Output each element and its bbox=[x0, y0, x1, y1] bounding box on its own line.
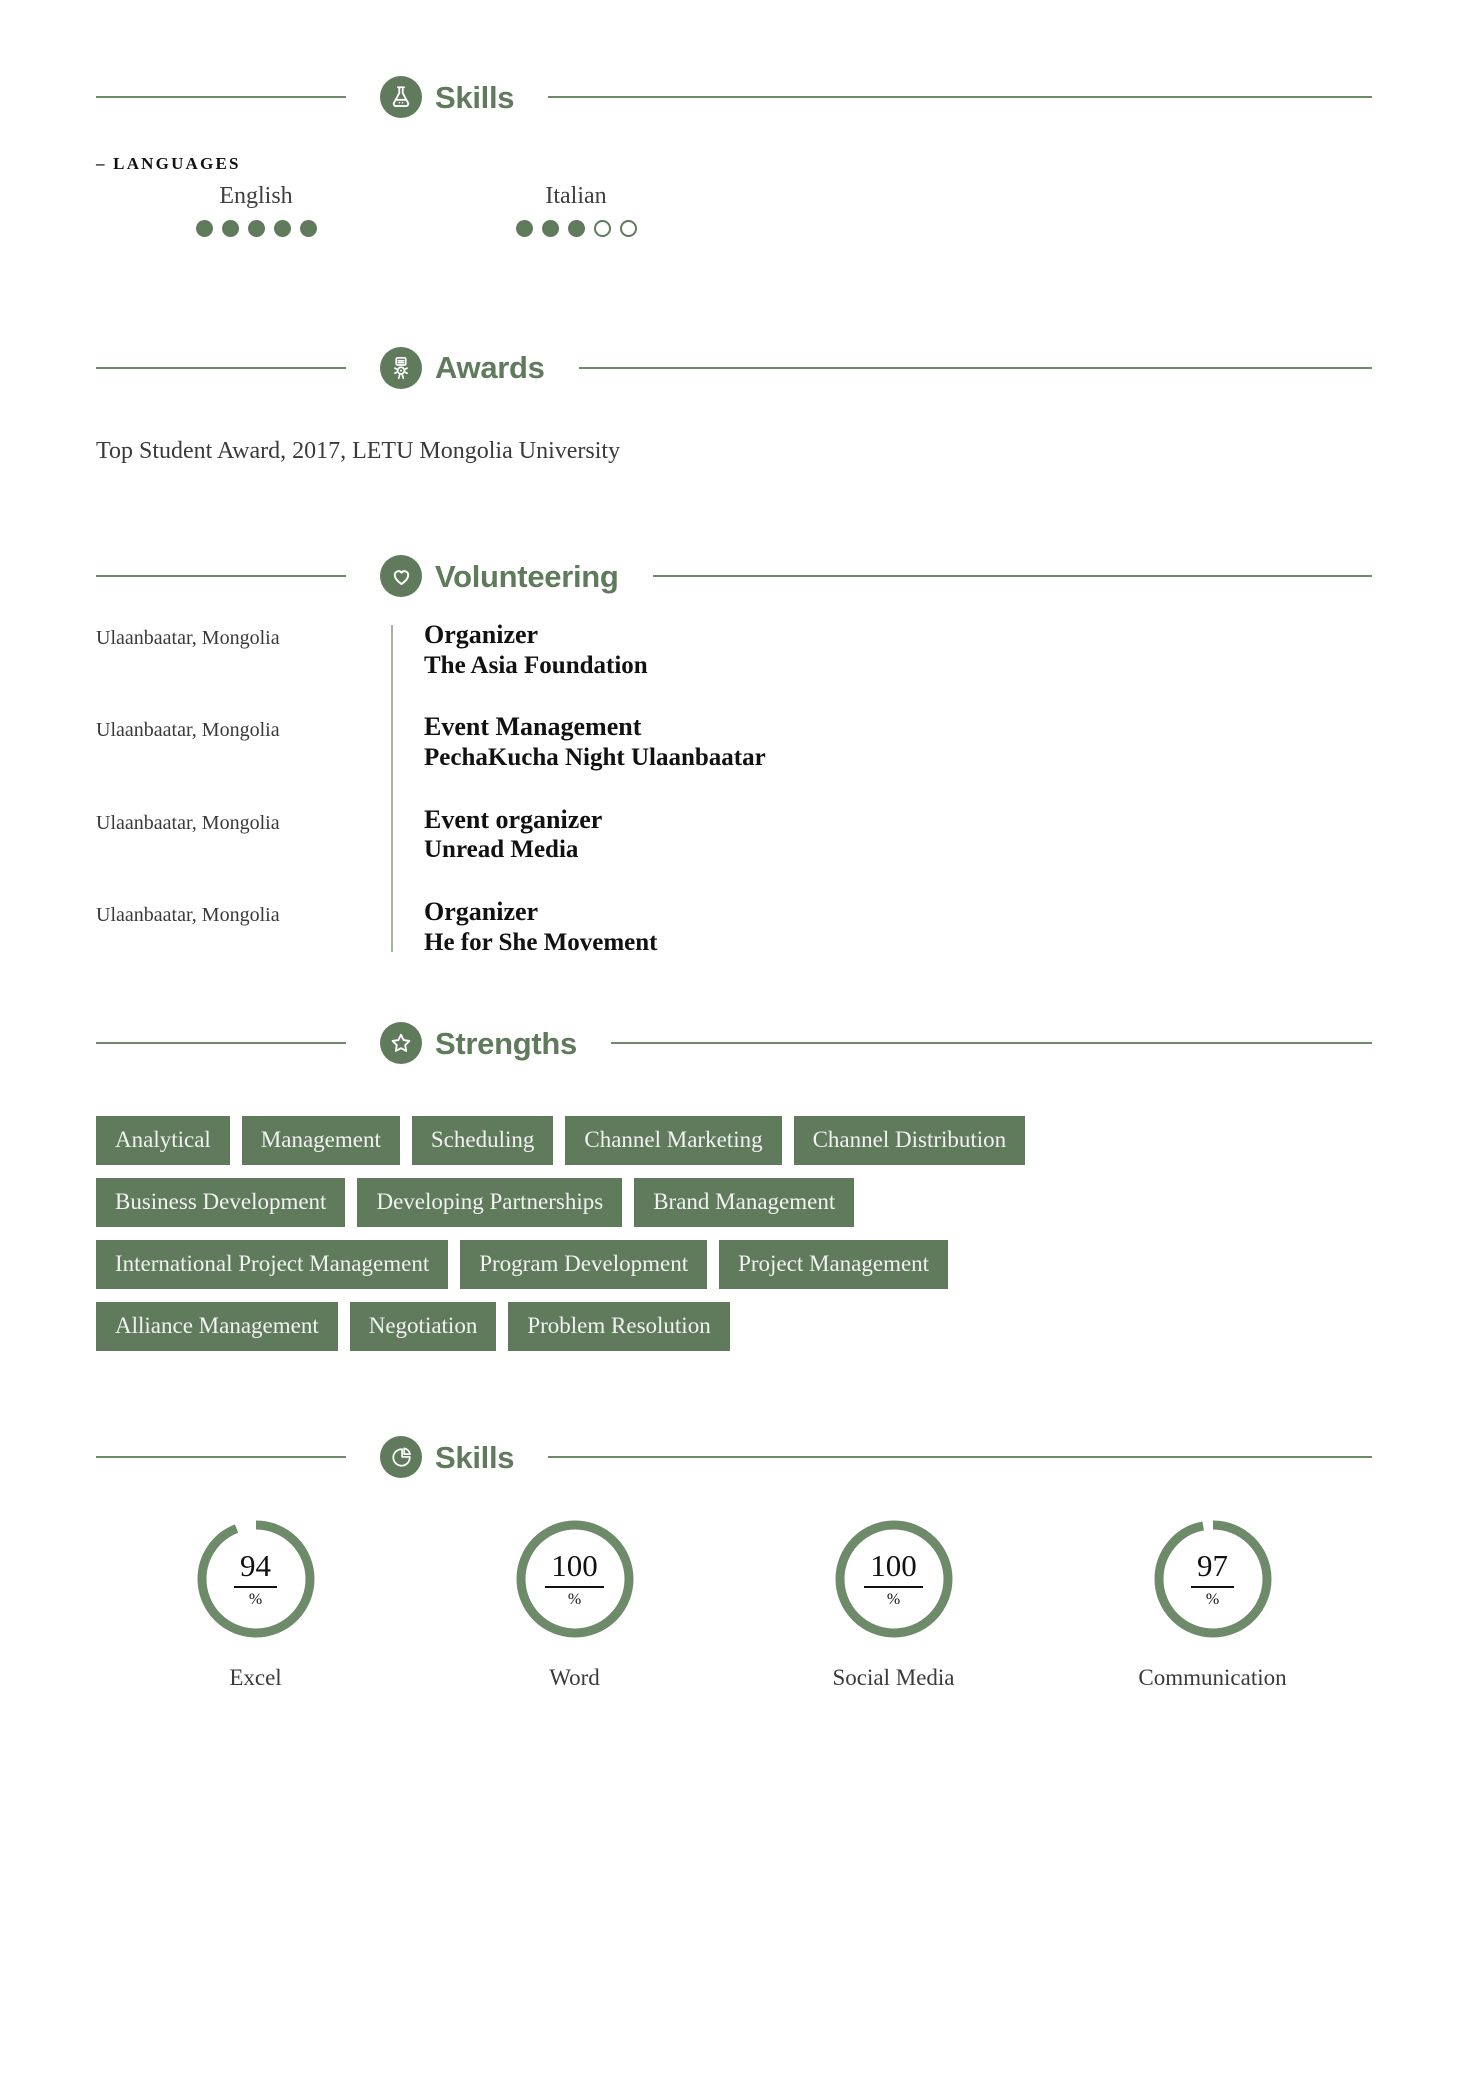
gauge-value: 97 bbox=[1191, 1550, 1234, 1588]
volunteering-entry bbox=[96, 711, 1372, 773]
rating-dot bbox=[542, 220, 559, 237]
rating-dot bbox=[248, 220, 265, 237]
flask-icon bbox=[380, 76, 422, 118]
header-badge bbox=[380, 347, 545, 389]
language-list bbox=[96, 182, 1372, 237]
language-item-italian bbox=[416, 182, 736, 237]
gauge-center bbox=[512, 1516, 638, 1642]
volunteering-organization: Unread Media bbox=[424, 836, 579, 864]
header-badge bbox=[380, 1022, 577, 1064]
gauge-label: Excel bbox=[229, 1665, 282, 1691]
strength-tag: Program Development bbox=[460, 1240, 707, 1289]
section-skills-gauges bbox=[96, 1364, 1372, 1692]
volunteering-role: Organizer bbox=[424, 620, 539, 650]
header-rule-right bbox=[548, 1456, 1372, 1458]
gauge-center bbox=[193, 1516, 319, 1642]
volunteering-details bbox=[391, 896, 658, 958]
strengths-row bbox=[96, 1116, 1372, 1165]
header-rule-right bbox=[653, 575, 1372, 577]
award-entry: Top Student Award, 2017, LETU Mongolia University bbox=[96, 437, 621, 464]
volunteering-entry bbox=[96, 804, 1372, 866]
section-header-volunteering bbox=[96, 555, 1372, 597]
strength-tag: Scheduling bbox=[412, 1116, 554, 1165]
gauge-label: Communication bbox=[1138, 1665, 1287, 1691]
strength-tag: Management bbox=[242, 1116, 400, 1165]
awards-block bbox=[96, 435, 1372, 467]
gauge-ring bbox=[1150, 1516, 1276, 1642]
section-volunteering bbox=[96, 467, 1372, 958]
gauge-ring bbox=[831, 1516, 957, 1642]
volunteering-organization: The Asia Foundation bbox=[424, 651, 648, 679]
gauge-unit: % bbox=[567, 1590, 582, 1608]
volunteering-entry bbox=[96, 896, 1372, 958]
gauge-ring bbox=[193, 1516, 319, 1642]
languages-subheading: – LANGUAGES bbox=[96, 154, 241, 173]
volunteering-divider-line bbox=[391, 625, 393, 952]
strength-tag: Project Management bbox=[719, 1240, 948, 1289]
volunteering-location: Ulaanbaatar, Mongolia bbox=[96, 719, 280, 742]
volunteering-role: Event organizer bbox=[424, 804, 603, 834]
section-title: Awards bbox=[435, 350, 545, 386]
gauge-label: Social Media bbox=[832, 1665, 955, 1691]
section-title: Skills bbox=[435, 1439, 515, 1475]
gauge-unit: % bbox=[248, 1590, 263, 1608]
gauge-ring bbox=[512, 1516, 638, 1642]
header-rule-left bbox=[96, 1042, 346, 1044]
language-name: English bbox=[219, 183, 293, 209]
heart-icon bbox=[380, 555, 422, 597]
skill-gauge-communication bbox=[1053, 1516, 1372, 1692]
rating-dot bbox=[516, 220, 533, 237]
skill-gauge-word bbox=[415, 1516, 734, 1692]
section-header-strengths bbox=[96, 1022, 1372, 1064]
skill-gauge-excel bbox=[96, 1516, 415, 1692]
languages-block bbox=[96, 154, 1372, 237]
volunteering-role: Event Management bbox=[424, 712, 642, 742]
skill-gauge-list bbox=[96, 1516, 1372, 1692]
header-rule-right bbox=[611, 1042, 1372, 1044]
gauge-center bbox=[831, 1516, 957, 1642]
section-header-awards bbox=[96, 347, 1372, 389]
section-strengths bbox=[96, 958, 1372, 1351]
rating-dot bbox=[620, 220, 637, 237]
volunteering-details bbox=[391, 619, 648, 681]
volunteering-location: Ulaanbaatar, Mongolia bbox=[96, 811, 280, 834]
strength-tag: Analytical bbox=[96, 1116, 230, 1165]
gauge-center bbox=[1150, 1516, 1276, 1642]
gauge-unit: % bbox=[1205, 1590, 1220, 1608]
section-header-skills-gauges bbox=[96, 1436, 1372, 1478]
volunteering-location: Ulaanbaatar, Mongolia bbox=[96, 903, 280, 926]
section-awards bbox=[96, 237, 1372, 467]
strength-tag: Business Development bbox=[96, 1178, 345, 1227]
rating-dot bbox=[222, 220, 239, 237]
strengths-tag-grid bbox=[96, 1116, 1372, 1351]
strength-tag: Channel Distribution bbox=[794, 1116, 1026, 1165]
volunteering-role: Organizer bbox=[424, 896, 539, 926]
rating-dot bbox=[594, 220, 611, 237]
header-badge bbox=[380, 555, 619, 597]
section-title: Strengths bbox=[435, 1025, 577, 1061]
header-rule-left bbox=[96, 1456, 346, 1458]
gauge-unit: % bbox=[886, 1590, 901, 1608]
strength-tag: International Project Management bbox=[96, 1240, 448, 1289]
language-item-english bbox=[96, 182, 416, 237]
strengths-row bbox=[96, 1240, 1372, 1289]
section-skills-languages bbox=[96, 0, 1372, 237]
medal-icon bbox=[380, 347, 422, 389]
header-rule-left bbox=[96, 96, 346, 98]
pie-chart-icon bbox=[380, 1436, 422, 1478]
header-rule-right bbox=[548, 96, 1372, 98]
header-rule-left bbox=[96, 575, 346, 577]
strengths-row bbox=[96, 1302, 1372, 1351]
header-badge bbox=[380, 76, 514, 118]
strength-tag: Problem Resolution bbox=[508, 1302, 729, 1351]
star-icon bbox=[380, 1022, 422, 1064]
rating-dot bbox=[196, 220, 213, 237]
gauge-value: 94 bbox=[234, 1550, 277, 1588]
header-rule-left bbox=[96, 367, 346, 369]
volunteering-organization: He for She Movement bbox=[424, 928, 658, 956]
rating-dot bbox=[274, 220, 291, 237]
section-header-skills-languages bbox=[96, 76, 1372, 118]
volunteering-list bbox=[96, 619, 1372, 958]
gauge-value: 100 bbox=[864, 1550, 923, 1588]
gauge-value: 100 bbox=[545, 1550, 604, 1588]
volunteering-details bbox=[391, 711, 766, 773]
language-name: Italian bbox=[545, 183, 607, 209]
language-rating-dots bbox=[416, 220, 736, 237]
volunteering-organization: PechaKucha Night Ulaanbaatar bbox=[424, 744, 766, 772]
skill-gauge-social-media bbox=[734, 1516, 1053, 1692]
rating-dot bbox=[300, 220, 317, 237]
gauge-label: Word bbox=[549, 1665, 600, 1691]
header-rule-right bbox=[579, 367, 1372, 369]
header-badge bbox=[380, 1436, 514, 1478]
strength-tag: Brand Management bbox=[634, 1178, 854, 1227]
strength-tag: Developing Partnerships bbox=[357, 1178, 622, 1227]
rating-dot bbox=[568, 220, 585, 237]
strength-tag: Negotiation bbox=[350, 1302, 497, 1351]
language-rating-dots bbox=[96, 220, 416, 237]
volunteering-location: Ulaanbaatar, Mongolia bbox=[96, 627, 280, 650]
strength-tag: Channel Marketing bbox=[565, 1116, 781, 1165]
volunteering-entry bbox=[96, 619, 1372, 681]
section-title: Volunteering bbox=[435, 558, 619, 594]
strength-tag: Alliance Management bbox=[96, 1302, 338, 1351]
strengths-row bbox=[96, 1178, 1372, 1227]
section-title: Skills bbox=[435, 79, 515, 115]
volunteering-details bbox=[391, 804, 602, 866]
